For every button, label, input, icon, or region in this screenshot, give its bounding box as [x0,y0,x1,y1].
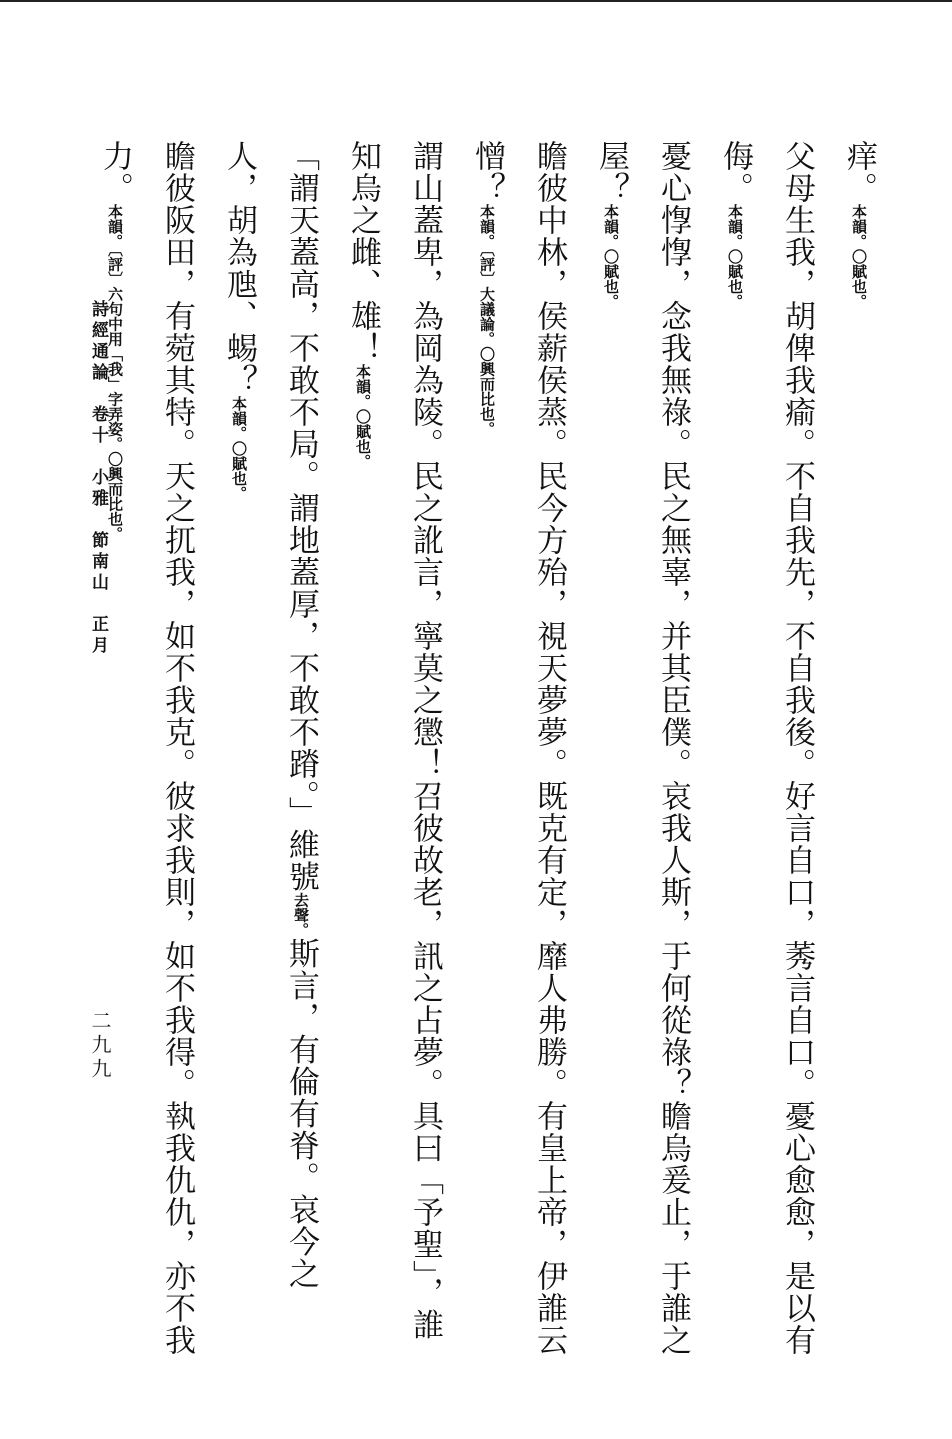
text-column-11 [208,140,270,1370]
commentary-note: 本韻。〇賦也。 [602,204,620,309]
text-column-2 [766,140,828,1370]
text-column-3 [704,140,766,1370]
commentary-note: 本韻。〔評〕大議論。〇興而比也。 [478,204,496,437]
text-column-6 [518,140,580,1370]
column-text: 「謂天蓋高，不敢不局。謂地蓋厚，不敢不蹐。」維號 [283,140,319,893]
column-text: 人，胡為虺、蜴？ [221,140,257,396]
column-text: 侮。 [717,140,753,204]
main-text-block [84,140,890,1370]
commentary-note: 本韻。〇賦也。 [850,204,868,309]
column-text: 力。 [97,140,133,204]
text-column-5 [580,140,642,1370]
commentary-note: 去聲。 [292,892,310,938]
commentary-note: 本韻。〔評〕六句中用「我」字弄姿。〇興而比也。 [106,204,124,542]
column-text: 謂山蓋卑，為岡為陵。民之訛言，寧莫之懲！召彼故老，訊之占夢。具曰「予聖」，誰 [407,140,443,1341]
column-text: 痒。 [841,140,877,204]
column-text: 父母生我，胡俾我瘉。不自我先，不自我後。好言自口，莠言自口。憂心愈愈，是以有 [779,140,815,1356]
column-text-continued: 斯言，有倫有脊。哀今之 [283,937,319,1290]
commentary-note: 本韻。〇賦也。 [726,204,744,309]
text-column-8 [394,140,456,1370]
column-text: 瞻彼阪田，有菀其特。天之扤我，如不我克。彼求我則，如不我得。執我仇仇，亦不我 [159,140,195,1356]
column-text: 憎？ [469,140,505,204]
text-column-1 [828,140,890,1370]
page-number: 二九九 [88,1010,112,1082]
running-title: 詩經通論 卷十 小雅 節南山 正月 [88,300,108,657]
text-column-10 [270,140,332,1370]
column-text: 屋？ [593,140,629,204]
column-text: 瞻彼中林，侯薪侯蒸。民今方殆，視天夢夢。既克有定，靡人弗勝。有皇上帝，伊誰云 [531,140,567,1356]
column-text: 憂心惸惸，念我無祿。民之無辜，并其臣僕。哀我人斯，于何從祿？瞻烏爰止，于誰之 [655,140,691,1356]
column-text: 知烏之雌、雄！ [345,140,381,364]
commentary-note: 本韻。〇賦也。 [354,364,372,469]
commentary-note: 本韻。〇賦也。 [230,396,248,501]
text-column-7 [456,140,518,1370]
text-column-9 [332,140,394,1370]
text-column-4 [642,140,704,1370]
text-column-12 [146,140,208,1370]
